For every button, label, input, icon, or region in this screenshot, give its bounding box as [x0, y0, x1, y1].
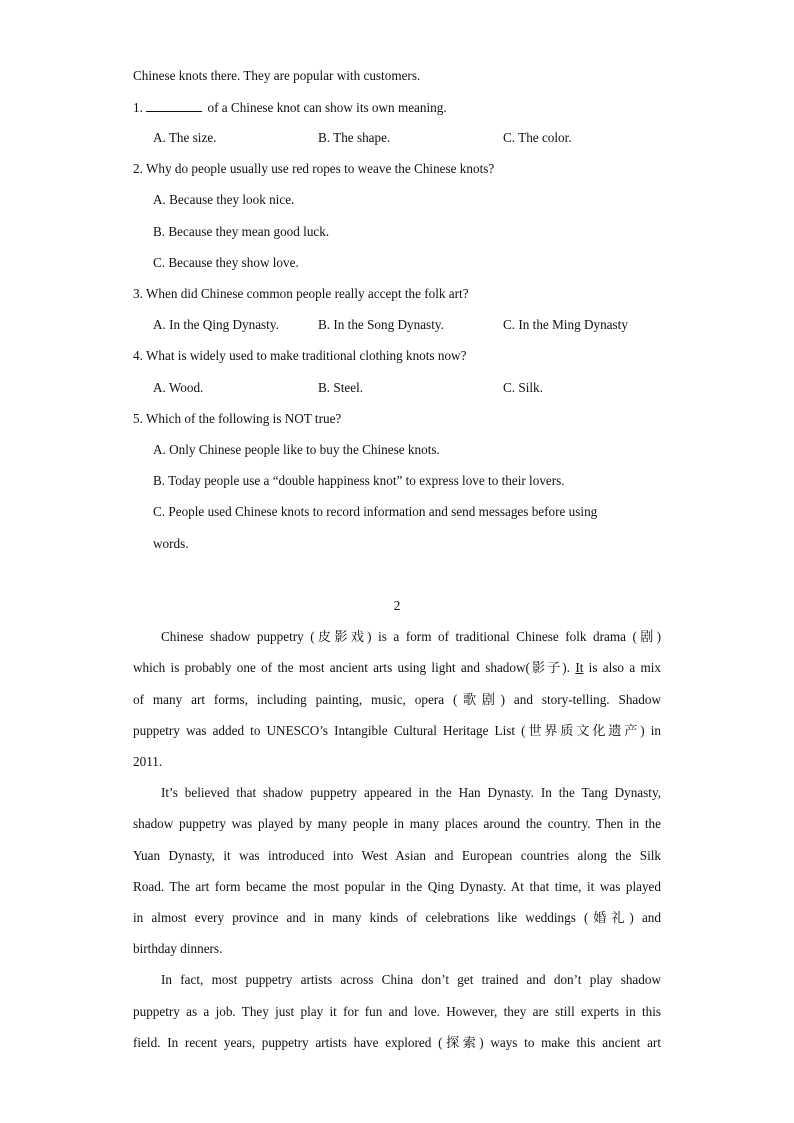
passage-p2-line-4: Road. The art form became the most popular in the Qing Dynasty. At that time, it was played	[133, 879, 661, 894]
question-5-option-a: A. Only Chinese people like to buy the Chinese knots.	[153, 442, 440, 457]
question-5-option-b: B. Today people use a “double happiness knot” to express love to their lovers.	[153, 473, 565, 488]
passage-p2-line-6: birthday dinners.	[133, 941, 223, 956]
question-4-stem: What is widely used to make traditional clothing knots now?	[145, 348, 467, 363]
passage-p2-line-2: shadow puppetry was played by many people in many places around the country. Then in the	[133, 816, 661, 831]
question-1-option-a: A. The size.	[153, 130, 217, 145]
question-3-number: 3.	[133, 286, 143, 301]
question-5-option-c: C. People used Chinese knots to record information and send messages before using	[153, 504, 598, 519]
question-1-number: 1.	[133, 100, 143, 115]
question-2-option-b: B. Because they mean good luck.	[153, 224, 330, 239]
question-2-stem: Why do people usually use red ropes to weave the Chinese knots?	[145, 161, 495, 176]
question-3-option-a: A. In the Qing Dynasty.	[153, 317, 279, 332]
passage-p2-line-5: in almost every province and in many kinds of celebrations like weddings (婚礼) and	[133, 910, 661, 925]
question-2-number: 2.	[133, 161, 143, 176]
question-2	[133, 161, 494, 177]
question-5-option-c-continued: words.	[153, 536, 189, 551]
passage-p1-line-1: Chinese shadow puppetry (皮影戏) is a form of traditional Chinese folk drama (剧)	[161, 629, 661, 644]
question-5	[133, 411, 341, 427]
passage-p1-line-2	[133, 660, 661, 676]
passage-p2-line-3: Yuan Dynasty, it was introduced into West Asian and European countries along the Silk	[133, 848, 661, 863]
answer-blank	[146, 99, 202, 112]
passage-p2-line-1: It’s believed that shadow puppetry appeared in the Han Dynasty. In the Tang Dynasty,	[161, 785, 661, 800]
question-4-option-c: C. Silk.	[503, 380, 543, 395]
passage-p1-line-5: 2011.	[133, 754, 163, 769]
passage-p3-line-2: puppetry as a job. They just play it for fun and love. However, they are still experts in this	[133, 1004, 661, 1019]
question-4-number: 4.	[133, 348, 143, 363]
question-3	[133, 286, 469, 302]
question-1-option-b: B. The shape.	[318, 130, 391, 145]
question-5-stem: Which of the following is NOT true?	[145, 411, 342, 426]
question-3-stem: When did Chinese common people really accept the folk art?	[145, 286, 469, 301]
passage-p3-line-1: In fact, most puppetry artists across China don’t get trained and don’t play shadow	[161, 972, 661, 987]
passage-p1-line-2-text: which is probably one of the most ancient arts using light and shadow(影子).	[133, 660, 570, 675]
passage-p1-line-4: puppetry was added to UNESCO’s Intangible Cultural Heritage List (世界质文化遗产) in	[133, 723, 661, 738]
question-5-number: 5.	[133, 411, 143, 426]
passage-p3-line-3: field. In recent years, puppetry artists have explored (探索) ways to make this ancient art	[133, 1035, 661, 1050]
question-4-option-a: A. Wood.	[153, 380, 204, 395]
question-1	[133, 99, 447, 116]
intro-tail-text: Chinese knots there. They are popular with customers.	[133, 68, 421, 83]
passage-p1-line-3: of many art forms, including painting, music, opera (歌剧) and story-telling. Shadow	[133, 692, 661, 707]
question-4	[133, 348, 466, 364]
question-2-option-a: A. Because they look nice.	[153, 192, 295, 207]
passage-underlined-it: It	[575, 660, 584, 675]
question-4-option-b: B. Steel.	[318, 380, 364, 395]
question-2-option-c: C. Because they show love.	[153, 255, 299, 270]
question-3-option-c: C. In the Ming Dynasty	[503, 317, 628, 332]
question-1-stem: of a Chinese knot can show its own meaning.	[207, 100, 447, 115]
question-1-option-c: C. The color.	[503, 130, 572, 145]
question-3-option-b: B. In the Song Dynasty.	[318, 317, 444, 332]
passage-p1-line-2-tail: is also a mix	[583, 660, 661, 675]
section-number: 2	[393, 598, 401, 613]
